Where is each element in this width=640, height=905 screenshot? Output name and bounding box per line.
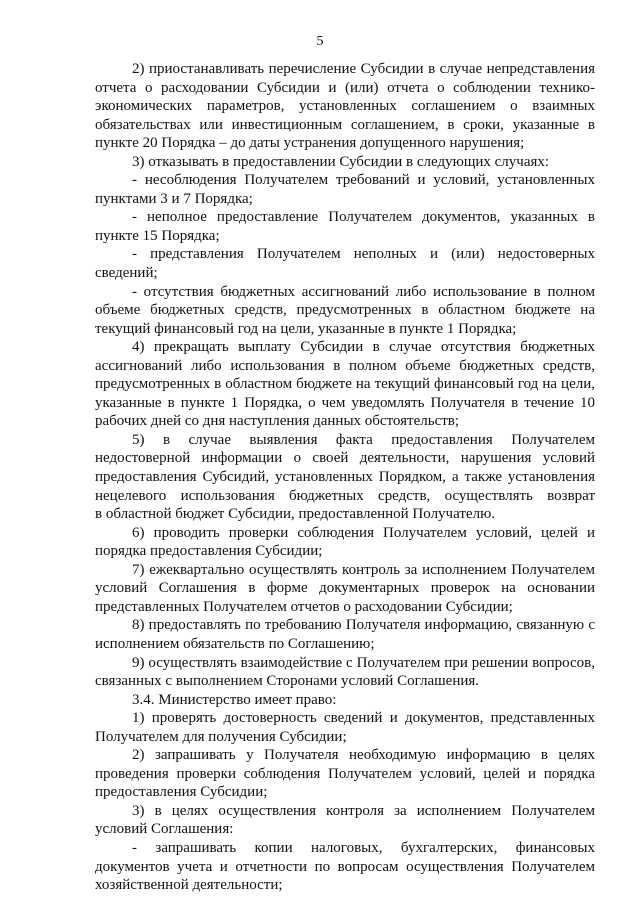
text-line: текущий финансовый год на цели, указанные в пункте 1 Порядка; bbox=[95, 320, 517, 337]
text-line: - отсутствия бюджетных ассигнований либо использование в полном bbox=[132, 283, 595, 300]
text-line: Получателем для получения Субсидии; bbox=[95, 728, 347, 745]
text-line: 4) прекращать выплату Субсидии в случае отсутствия бюджетных bbox=[132, 339, 595, 356]
text-line: 1) проверять достоверность сведений и документов, представленных bbox=[132, 710, 595, 727]
text-line: пункте 15 Порядка; bbox=[95, 227, 220, 244]
text-line: условий Соглашения: bbox=[95, 821, 234, 838]
text-line: предусмотренных в областном бюджете на текущий финансовый год на цели, bbox=[95, 376, 595, 393]
text-line: 8) предоставлять по требованию Получателя информацию, связанную с bbox=[132, 617, 595, 634]
text-line: проведения проверки соблюдения Получателем условий, целей и порядка bbox=[95, 765, 595, 782]
text-line: 3) отказывать в предоставлении Субсидии в следующих случаях: bbox=[132, 153, 550, 170]
text-line: - неполное предоставление Получателем документов, указанных в bbox=[132, 209, 595, 226]
text-line: 9) осуществлять взаимодействие с Получателем при решении вопросов, bbox=[132, 654, 595, 671]
text-line: 7) ежеквартально осуществлять контроль за исполнением Получателем bbox=[132, 561, 595, 578]
text-line: экономических параметров, установленных соглашением о взаимных bbox=[95, 98, 595, 115]
page-number: 5 bbox=[316, 34, 324, 49]
text-line: документов учета и отчетности по вопросам осуществления Получателем bbox=[95, 858, 595, 875]
text-line: обязательствах или инвестиционным соглашением, в сроки, указанные в bbox=[95, 116, 595, 133]
text-line: 2) запрашивать у Получателя необходимую информацию в целях bbox=[132, 747, 595, 764]
text-line: 3.4. Министерство имеет право: bbox=[132, 691, 337, 708]
text-line: сведений; bbox=[95, 265, 158, 282]
text-line: - несоблюдения Получателем требований и условий, установленных bbox=[132, 172, 595, 189]
text-line: - представления Получателем неполных и (или) недостоверных bbox=[132, 246, 595, 263]
text-line: ассигнований либо использования в полном объеме бюджетных средств, bbox=[95, 357, 595, 374]
text-line: 2) приостанавливать перечисление Субсидии в случае непредставления bbox=[132, 61, 595, 77]
text-line: связанных с выполнением Сторонами условий Соглашения. bbox=[95, 673, 480, 690]
text-line: нецелевого использования бюджетных средств, осуществлять возврат bbox=[95, 487, 595, 504]
text-line: недостоверной информации о своей деятельности, нарушения условий bbox=[95, 450, 595, 467]
text-line: - запрашивать копии налоговых, бухгалтерских, финансовых bbox=[132, 839, 595, 856]
text-line: рабочих дней со дня наступления данных обстоятельств; bbox=[95, 413, 460, 430]
text-line: представленных Получателем отчетов о расходовании Субсидии; bbox=[95, 598, 513, 615]
text-line: условий Соглашения в форме документарных проверок на основании bbox=[95, 580, 595, 597]
text-line: исполнением обязательств по Соглашению; bbox=[95, 635, 375, 652]
text-line: 3) в целях осуществления контроля за исполнением Получателем bbox=[132, 802, 595, 819]
text-line: отчета о расходовании Субсидии и (или) отчета о соблюдении технико- bbox=[95, 79, 595, 96]
text-line: пунктами 3 и 7 Порядка; bbox=[95, 190, 253, 207]
text-line: объеме бюджетных средств, предусмотренных в областном бюджете на bbox=[95, 302, 595, 319]
text-line: предоставления Субсидии; bbox=[95, 784, 268, 801]
text-line: 5) в случае выявления факта предоставления Получателем bbox=[132, 431, 595, 448]
text-line: хозяйственной деятельности; bbox=[95, 877, 283, 894]
text-line: 6) проводить проверки соблюдения Получателем условий, целей и bbox=[132, 524, 595, 541]
text-line: порядка предоставления Субсидии; bbox=[95, 543, 323, 560]
document-body bbox=[95, 60, 595, 895]
text-line: пункте 20 Порядка – до даты устранения допущенного нарушения; bbox=[95, 135, 525, 152]
text-line: предоставления Субсидий, установленных Порядком, а также установления bbox=[95, 469, 595, 486]
text-line: в областной бюджет Субсидии, предоставленной Получателю. bbox=[95, 506, 496, 523]
text-line: указанные в пункте 1 Порядка, о чем уведомлять Получателя в течение 10 bbox=[95, 394, 595, 411]
